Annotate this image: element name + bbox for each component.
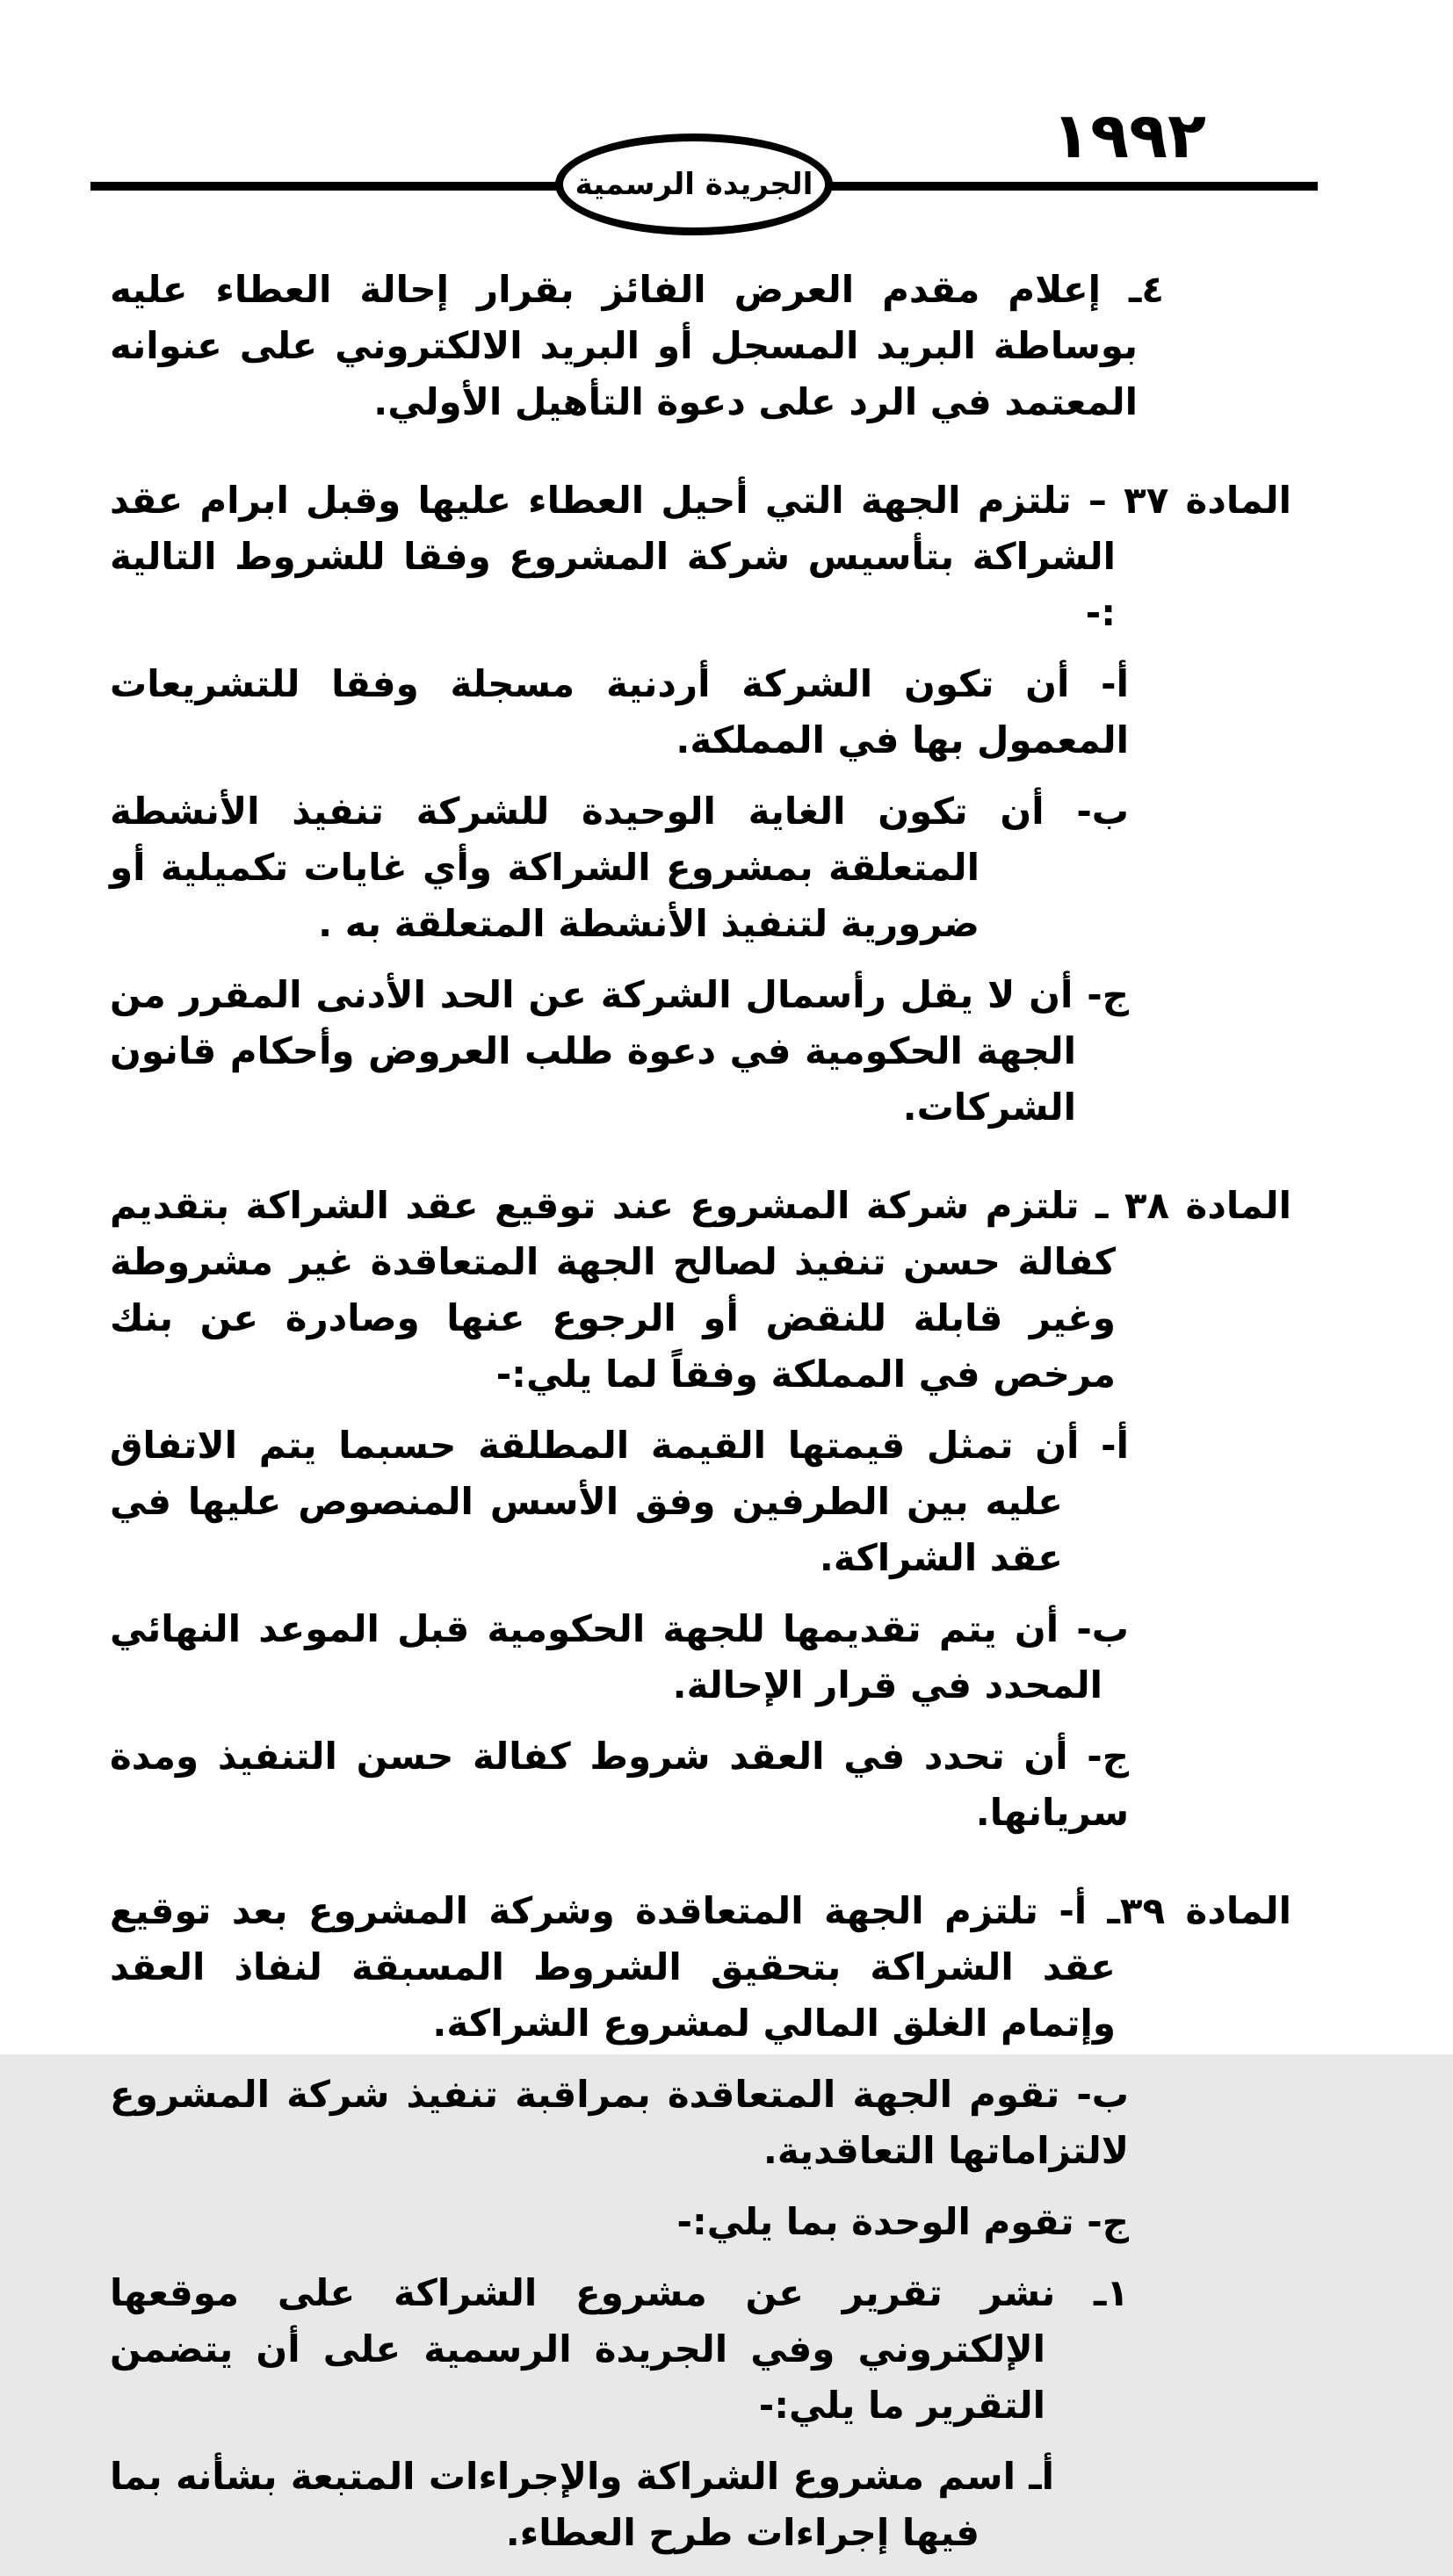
article-37-item-b: ب- أن تكون الغاية الوحيدة للشركة تنفيذ الأنشطة المتعلقة بمشروع الشراكة وأي غايات تكميلية أو ضرورية لتنفيذ الأنشطة المتعلقة به . — [110, 790, 1129, 945]
article-37-item-a: أ- أن تكون الشركة أردنية مسجلة وفقا للتشريعات المعمول بها في المملكة. — [110, 662, 1129, 761]
article-38-intro: المادة ٣٨ ـ تلتزم شركة المشروع عند توقيع عقد الشراكة بتقديم كفالة حسن تنفيذ لصالح الجهة المتعاقدة غير مشروطة وغير قابلة للنقض أو الرجوع عنها وصادرة عن بنك مرخص في المملكة وفقاً لما يلي:- — [110, 1184, 1291, 1396]
article-39-item-j: ج- تقوم الوحدة بما يلي:- — [676, 2200, 1129, 2243]
article-37-item-j: ج- أن لا يقل رأسمال الشركة عن الحد الأدنى المقرر من الجهة الحكومية في دعوة طلب العروض وأحكام قانون الشركات. — [110, 973, 1129, 1129]
article-38-item-j: ج- أن تحدد في العقد شروط كفالة حسن التنفيذ ومدة سريانها. — [110, 1735, 1129, 1834]
article-37-intro: المادة ٣٧ – تلتزم الجهة التي أحيل العطاء عليها وقبل ابرام عقد الشراكة بتأسيس شركة المشروع وفقا للشروط التالية :- — [110, 479, 1291, 634]
gazette-oval-badge — [555, 133, 833, 235]
page-number: ١٩٩٢ — [1052, 98, 1206, 172]
article-39-item-b: ب- تقوم الجهة المتعاقدة بمراقبة تنفيذ شركة المشروع لالتزاماتها التعاقدية. — [110, 2073, 1129, 2172]
document-body — [110, 262, 1291, 2576]
article-39-intro: المادة ٣٩ـ أ- تلتزم الجهة المتعاقدة وشركة المشروع بعد توقيع عقد الشراكة بتحقيق الشروط المسبقة لنفاذ العقد وإتمام الغلق المالي لمشروع الشراكة. — [110, 1889, 1291, 2045]
page-header — [0, 0, 1453, 255]
intro-item-4: ٤ـ إعلام مقدم العرض الفائز بقرار إحالة العطاء عليه بوساطة البريد المسجل أو البريد الالكتروني على عنوانه المعتمد في الرد على دعوة التأهيل الأولي. — [110, 268, 1164, 423]
gazette-banner-text: الجريدة الرسمية — [575, 167, 813, 202]
article-38-item-b: ب- أن يتم تقديمها للجهة الحكومية قبل الموعد النهائي المحدد في قرار الإحالة. — [110, 1607, 1129, 1707]
article-39-sub-1-a: أـ اسم مشروع الشراكة والإجراءات المتبعة بشأنه بما فيها إجراءات طرح العطاء. — [110, 2455, 1054, 2554]
article-39-sub-1: ١ـ نشر تقرير عن مشروع الشراكة على موقعها الإلكتروني وفي الجريدة الرسمية على أن يتضمن التقرير ما يلي:- — [110, 2271, 1129, 2427]
article-38-item-a: أ- أن تمثل قيمتها القيمة المطلقة حسبما يتم الاتفاق عليه بين الطرفين وفق الأسس المنصوص عليها في عقد الشراكة. — [110, 1424, 1129, 1579]
